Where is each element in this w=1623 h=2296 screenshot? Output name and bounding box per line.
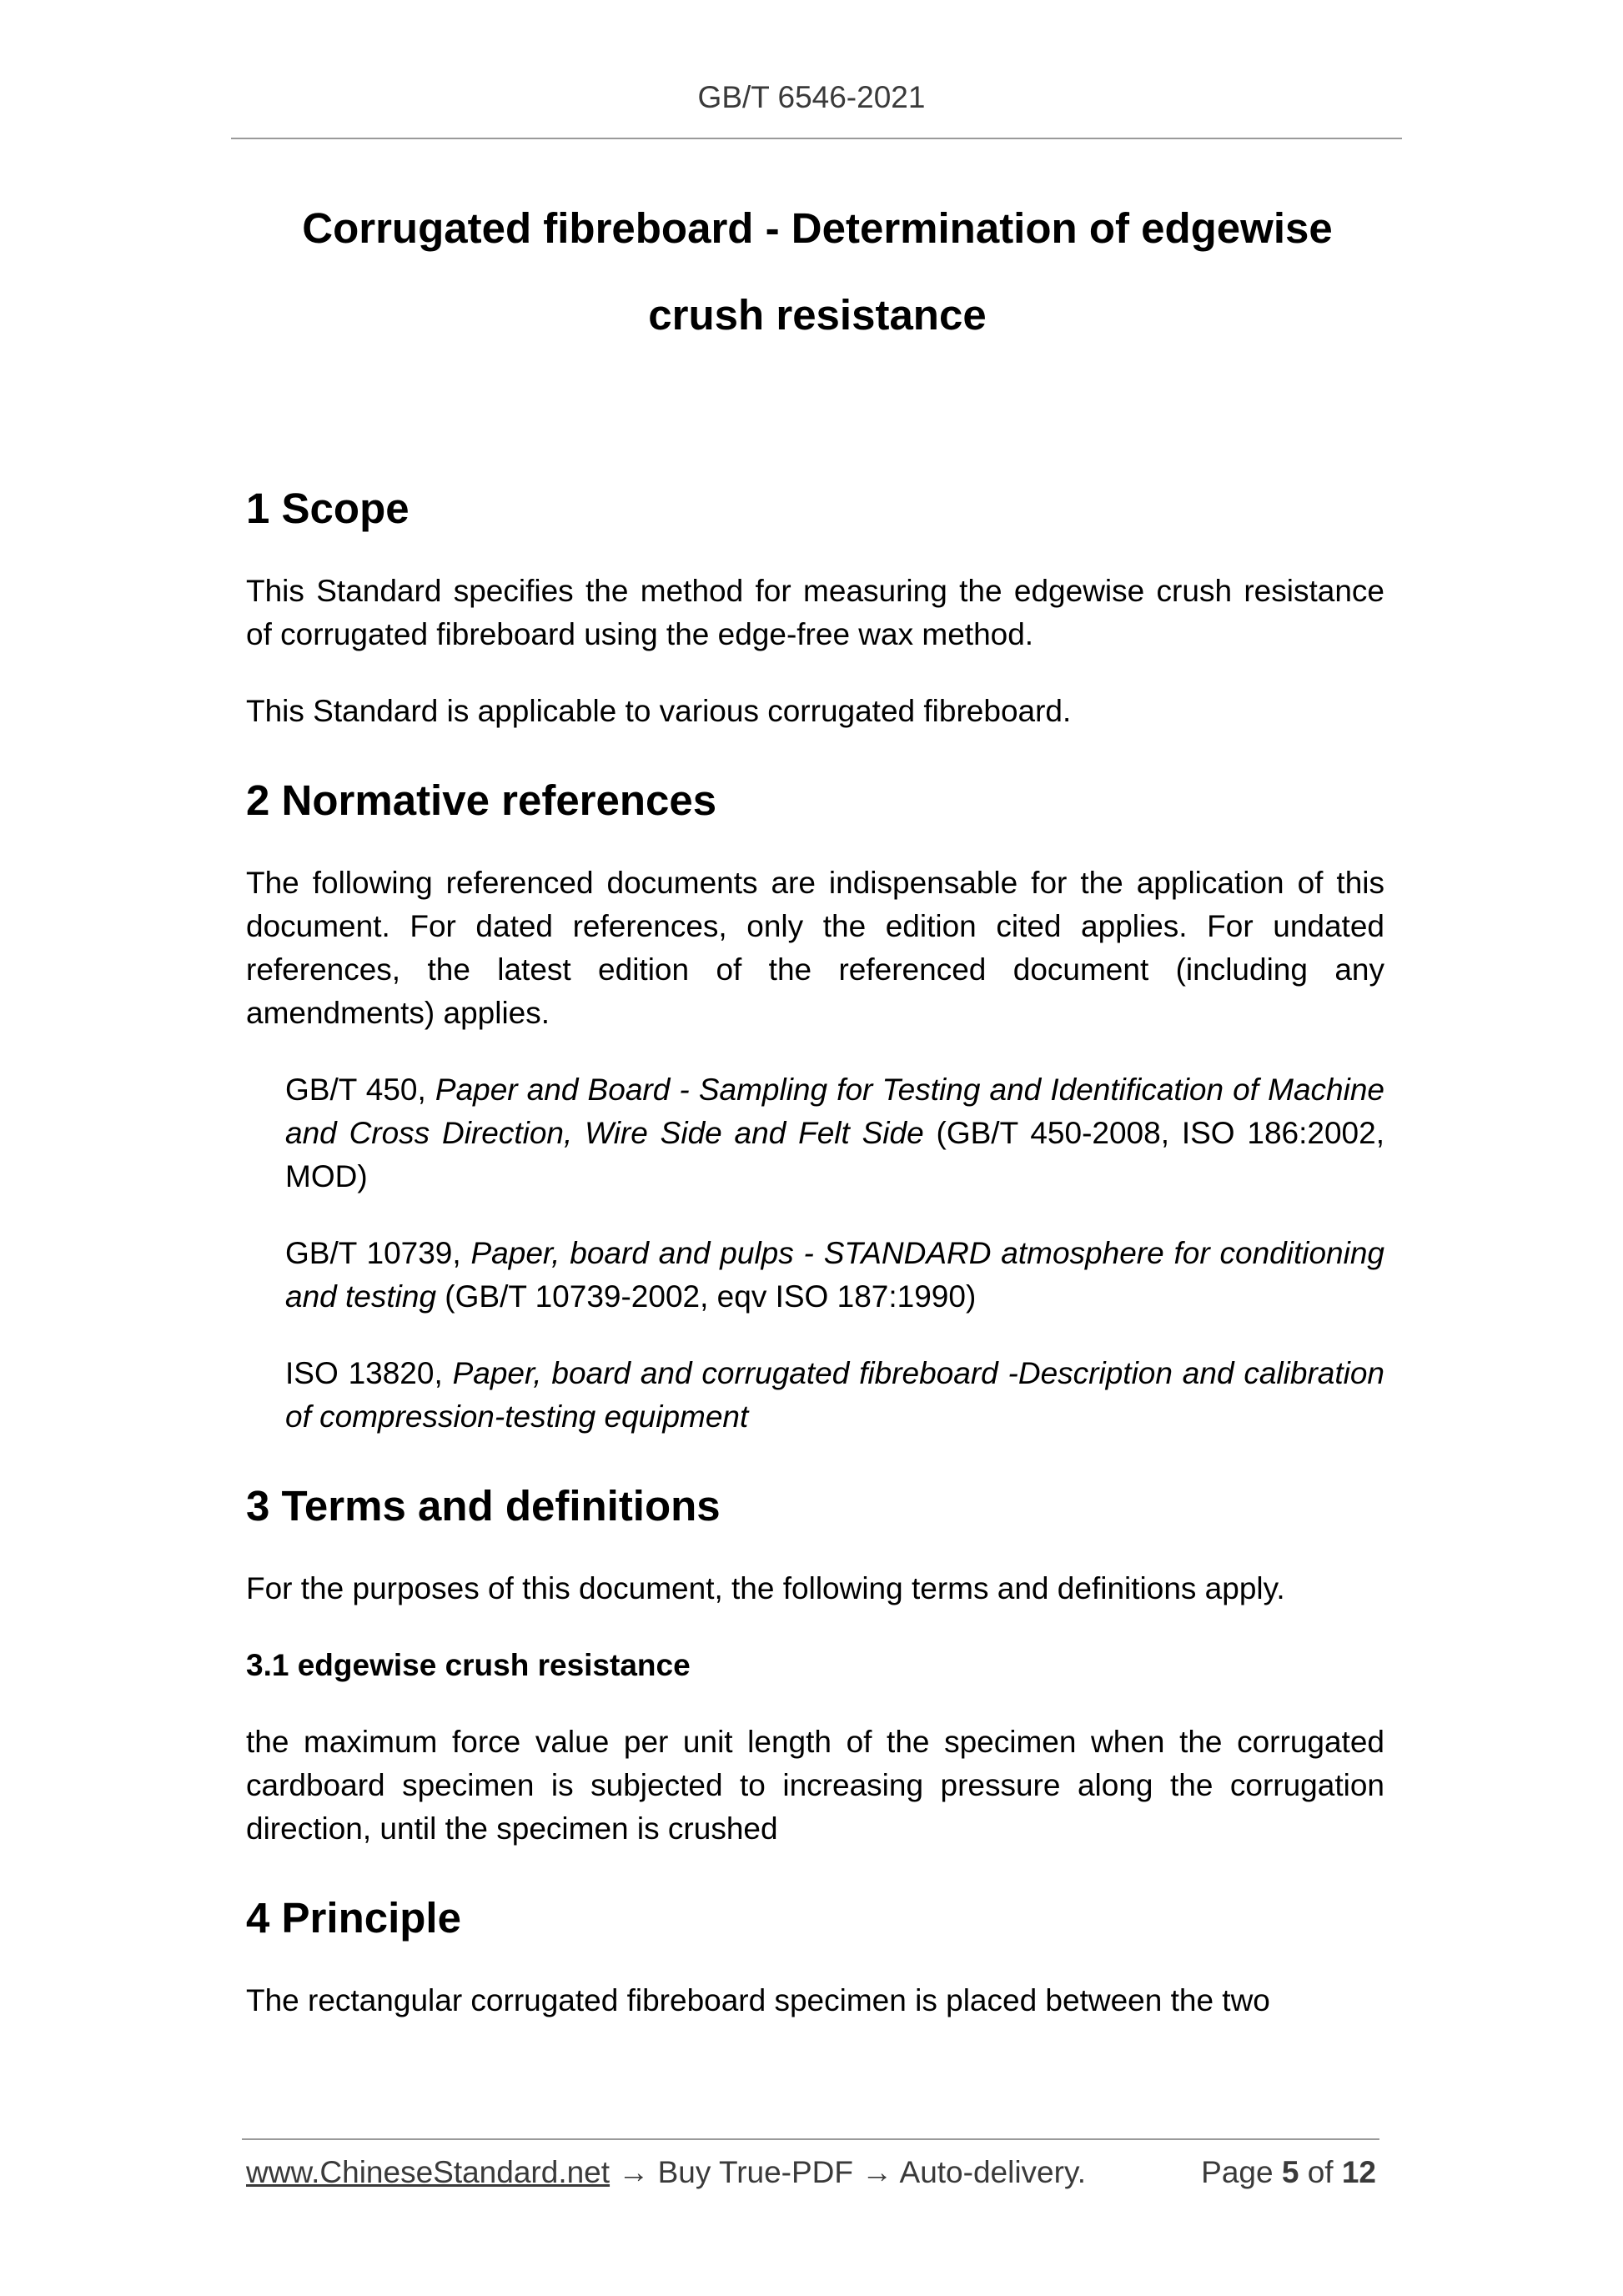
- section-heading-normative-references: 2 Normative references: [246, 776, 717, 824]
- section-heading-scope: 1 Scope: [246, 485, 410, 532]
- reference-note: (GB/T 10739-2002, eqv ISO 187:1990): [436, 1279, 977, 1314]
- section-heading-principle: 4 Principle: [246, 1894, 461, 1942]
- website-link[interactable]: www.ChineseStandard.net: [246, 2155, 611, 2189]
- reference-code: ISO 13820,: [285, 1356, 453, 1390]
- reference-code: GB/T 10739,: [285, 1236, 471, 1270]
- terms-intro: For the purposes of this document, the following terms and definitions apply.: [246, 1571, 1285, 1605]
- page-indicator: [1201, 2155, 1376, 2190]
- title-line-1: Corrugated fibreboard - Determination of edgewise: [302, 204, 1333, 252]
- title-line-2: crush resistance: [648, 291, 987, 339]
- reference-item: [246, 1232, 1384, 1319]
- scope-paragraph-1: This Standard specifies the method for measuring the edgewise crush resistance of corrugated fibreboard using the edge-free wax method.: [246, 574, 1384, 651]
- page-label: Page: [1201, 2155, 1274, 2189]
- reference-title: Paper, board and pulps - STANDARD atmosphere for conditioning and testing: [285, 1236, 1384, 1314]
- footer-divider: [242, 2138, 1379, 2140]
- standard-code-header: GB/T 6546-2021: [697, 80, 926, 114]
- page-footer: [246, 2155, 1376, 2190]
- page-current: 5: [1281, 2155, 1299, 2189]
- page-total: 12: [1341, 2155, 1376, 2189]
- document-title: [217, 185, 1418, 359]
- reference-item: [246, 1068, 1384, 1198]
- term-definition: the maximum force value per unit length of the specimen when the corrugated cardboard specimen is subjected to increasing pressure along the corrugation direction, until the specimen is crushed: [246, 1725, 1384, 1846]
- header-divider: [231, 138, 1402, 139]
- reference-code: GB/T 450,: [285, 1073, 435, 1107]
- scope-paragraph-2: This Standard is applicable to various corrugated fibreboard.: [246, 694, 1072, 728]
- reference-note: (GB/T 450-2008, ISO 186:2002, MOD): [285, 1116, 1384, 1193]
- reference-item: [246, 1352, 1384, 1439]
- principle-paragraph-1: The rectangular corrugated fibreboard specimen is placed between the two: [246, 1983, 1270, 2017]
- footer-promo-text: → Buy True-PDF → Auto-delivery.: [610, 2155, 1086, 2189]
- reference-title: Paper, board and corrugated fibreboard -Description and calibration of compression-testing equipment: [285, 1356, 1384, 1434]
- section-heading-terms-definitions: 3 Terms and definitions: [246, 1482, 721, 1530]
- document-body: [246, 480, 1384, 2022]
- of-label: of: [1307, 2155, 1334, 2189]
- reference-title: Paper and Board - Sampling for Testing and Identification of Machine and Cross Direction, Wire Side and Felt Side: [285, 1073, 1384, 1150]
- normative-intro: The following referenced documents are indispensable for the application of this document. For dated references, only the edition cited applies. For undated references, the latest edition of the referenced document (including any amendments) applies.: [246, 866, 1384, 1030]
- term-heading: 3.1 edgewise crush resistance: [246, 1648, 691, 1682]
